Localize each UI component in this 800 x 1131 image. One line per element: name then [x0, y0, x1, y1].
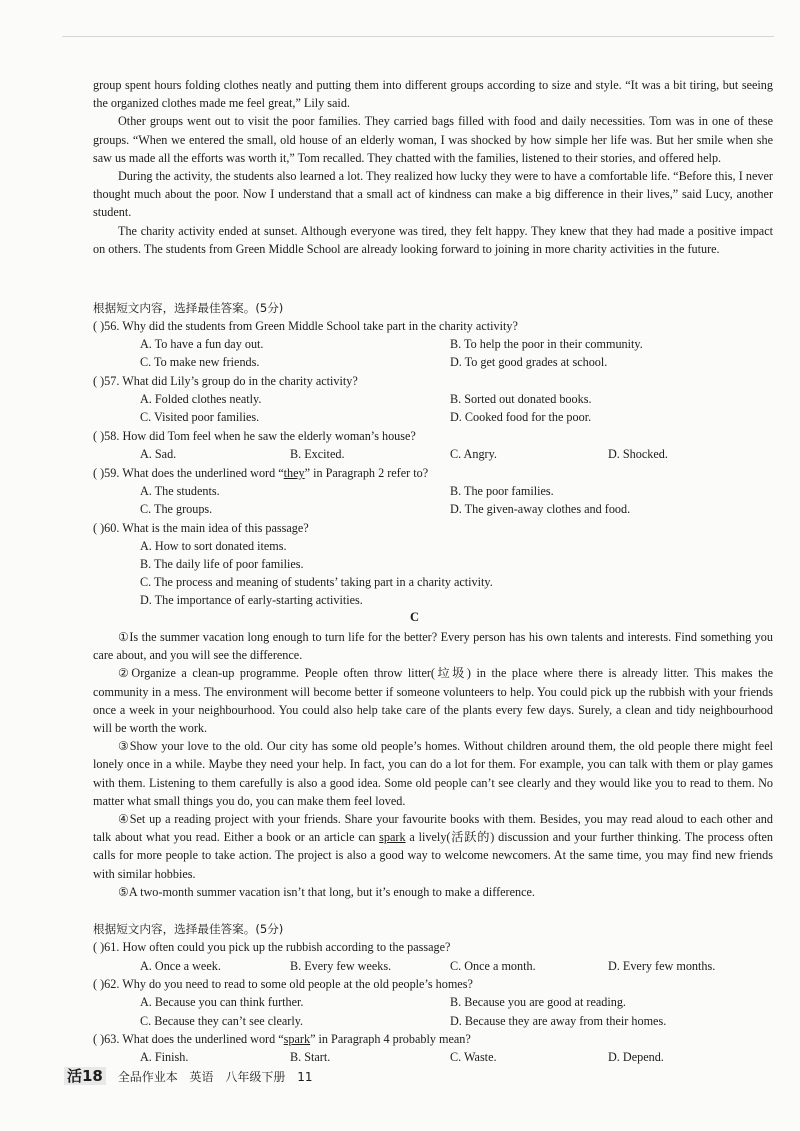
question-61: ( )61. How often could you pick up the rubbish according to the passage?: [93, 940, 451, 954]
option-62-d: D. Because they are away from their homes.: [450, 1014, 667, 1028]
option-60-c: C. The process and meaning of students’ taking part in a charity activity.: [140, 575, 493, 589]
question-63: [93, 1030, 471, 1048]
question-59: [93, 464, 428, 482]
option-57-b: B. Sorted out donated books.: [450, 392, 592, 406]
option-63-a: A. Finish.: [140, 1050, 189, 1064]
option-62-c: C. Because they can’t see clearly.: [140, 1014, 304, 1028]
question-63-stem-end: ” in Paragraph 4 probably mean?: [310, 1032, 471, 1046]
option-57-d: D. Cooked food for the poor.: [450, 410, 592, 424]
passage-b-paragraph: Other groups went out to visit the poor families. They carried bags filled with food and daily necessities. Tom was in one of these groups. “When we entered the small, old house of an elderly woman, I was shocked by how simple her life was. But her smile when she saw us made all the efforts was worth it,” Tom recalled. They chatted with the families, listened to their stories, and offered help.: [93, 114, 773, 165]
option-63-d: D. Depend.: [608, 1050, 664, 1064]
underlined-word: spark: [379, 830, 406, 845]
question-59-stem-end: ” in Paragraph 2 refer to?: [304, 466, 429, 480]
option-61-a: A. Once a week.: [140, 959, 221, 973]
option-58-a: A. Sad.: [140, 447, 177, 461]
question-57: ( )57. What did Lily’s group do in the charity activity?: [93, 374, 358, 388]
page-tag: 活18: [64, 1067, 106, 1085]
option-63-c: C. Waste.: [450, 1050, 497, 1064]
underlined-word: spark: [283, 1032, 311, 1046]
option-60-b: B. The daily life of poor families.: [140, 557, 304, 571]
page-number: 11: [297, 1070, 313, 1084]
passage-b-paragraph: group spent hours folding clothes neatly and putting them into different groups according to size and style. “It was a bit tiring, but seeing the organized clothes made me feel great,” Lily said.: [93, 78, 773, 111]
underlined-word: they: [283, 466, 305, 480]
question-63-stem: ( )63. What does the underlined word “: [93, 1032, 284, 1046]
grade-label: 八年级下册: [225, 1070, 286, 1084]
question-60: ( )60. What is the main idea of this passage?: [93, 521, 309, 535]
question-58: ( )58. How did Tom feel when he saw the elderly woman’s house?: [93, 429, 416, 443]
option-59-b: B. The poor families.: [450, 484, 554, 498]
option-61-b: B. Every few weeks.: [290, 959, 392, 973]
option-62-a: A. Because you can think further.: [140, 995, 304, 1009]
passage-b: [93, 76, 773, 258]
option-60-a: A. How to sort donated items.: [140, 539, 287, 553]
subject-label: 英语: [189, 1070, 214, 1084]
option-56-d: D. To get good grades at school.: [450, 355, 608, 369]
question-59-stem: ( )59. What does the underlined word “: [93, 466, 284, 480]
option-56-c: C. To make new friends.: [140, 355, 260, 369]
option-56-b: B. To help the poor in their community.: [450, 337, 643, 351]
option-59-a: A. The students.: [140, 484, 220, 498]
option-57-a: A. Folded clothes neatly.: [140, 392, 262, 406]
section-c-label: C: [410, 610, 420, 624]
book-title: 全品作业本: [117, 1070, 178, 1084]
passage-c-paragraph: ⑤A two-month summer vacation isn’t that long, but it’s enough to make a difference.: [118, 884, 535, 899]
option-62-b: B. Because you are good at reading.: [450, 995, 626, 1009]
passage-c-paragraph: ②Organize a clean-up programme. People often throw litter(垃圾) in the place where there is already litter. This makes the community in a mess. The environment will become better if someone volunteers to help. You could pick up the rubbish with your friends once a week in your neighbourhood. You could also help take care of the plants every few days. Surely, a clean and tidy neighbourhood will be worth the work.: [93, 666, 773, 736]
option-59-c: C. The groups.: [140, 502, 213, 516]
passage-c-paragraph: ①Is the summer vacation long enough to turn life for the better? Every person has his own talents and interests. Find something you care about, and you will see the difference.: [93, 630, 773, 663]
page-footer: [64, 1065, 321, 1086]
passage-c-p4-end: a lively(活跃的) discussion and your further thinking. The process often calls for more people to take action. The project is also a good way to welcome newcomers. At the same time, you may find new friends with similar hobbies.: [93, 830, 773, 881]
option-58-c: C. Angry.: [450, 447, 497, 461]
top-rule: [62, 36, 774, 37]
passage-b-paragraph: The charity activity ended at sunset. Although everyone was tired, they felt happy. They knew that they had made a positive impact on others. The students from Green Middle School are already looking forward to joining in more charity activities in the future.: [93, 223, 773, 256]
option-63-b: B. Start.: [290, 1050, 331, 1064]
option-58-d: D. Shocked.: [608, 447, 668, 461]
passage-b-paragraph: During the activity, the students also learned a lot. They realized how lucky they were to have a comfortable life. “Before this, I never thought much about the poor. Now I understand that a small act of kindness can make a big difference in their lives,” said Lucy, another student.: [93, 169, 773, 220]
question-56: ( )56. Why did the students from Green Middle School take part in the charity activity?: [93, 319, 518, 333]
question-62: ( )62. Why do you need to read to some old people at the old people’s homes?: [93, 977, 473, 991]
option-60-d: D. The importance of early-starting activities.: [140, 593, 363, 607]
passage-c-paragraph: ③Show your love to the old. Our city has some old people’s homes. Without children around them, the old people there might feel lonely once in a while. Maybe they need your help. In fact, you can do a lot for them. For example, you can talk with them or play games with them. Listening to them carefully is also a good idea. Some old people can’t see clearly and they would like you to read to them. No matter what small things you do, you can make them feel loved.: [93, 739, 773, 808]
option-58-b: B. Excited.: [290, 447, 345, 461]
passage-c: [93, 628, 773, 901]
option-61-c: C. Once a month.: [450, 959, 536, 973]
passage-c-paragraph: [93, 810, 773, 883]
instruction-c: 根据短文内容，选择最佳答案。(5分): [93, 922, 284, 936]
instruction-b: 根据短文内容，选择最佳答案。(5分): [93, 301, 284, 315]
option-59-d: D. The given-away clothes and food.: [450, 502, 631, 516]
option-56-a: A. To have a fun day out.: [140, 337, 264, 351]
passage-c-p4-start: ④Set up a reading project with your friends. Share your favourite books with them. Besides, you may read aloud to each other and talk about what you read. Either a book or an article can: [93, 812, 773, 845]
option-57-c: C. Visited poor families.: [140, 410, 260, 424]
option-61-d: D. Every few months.: [608, 959, 716, 973]
